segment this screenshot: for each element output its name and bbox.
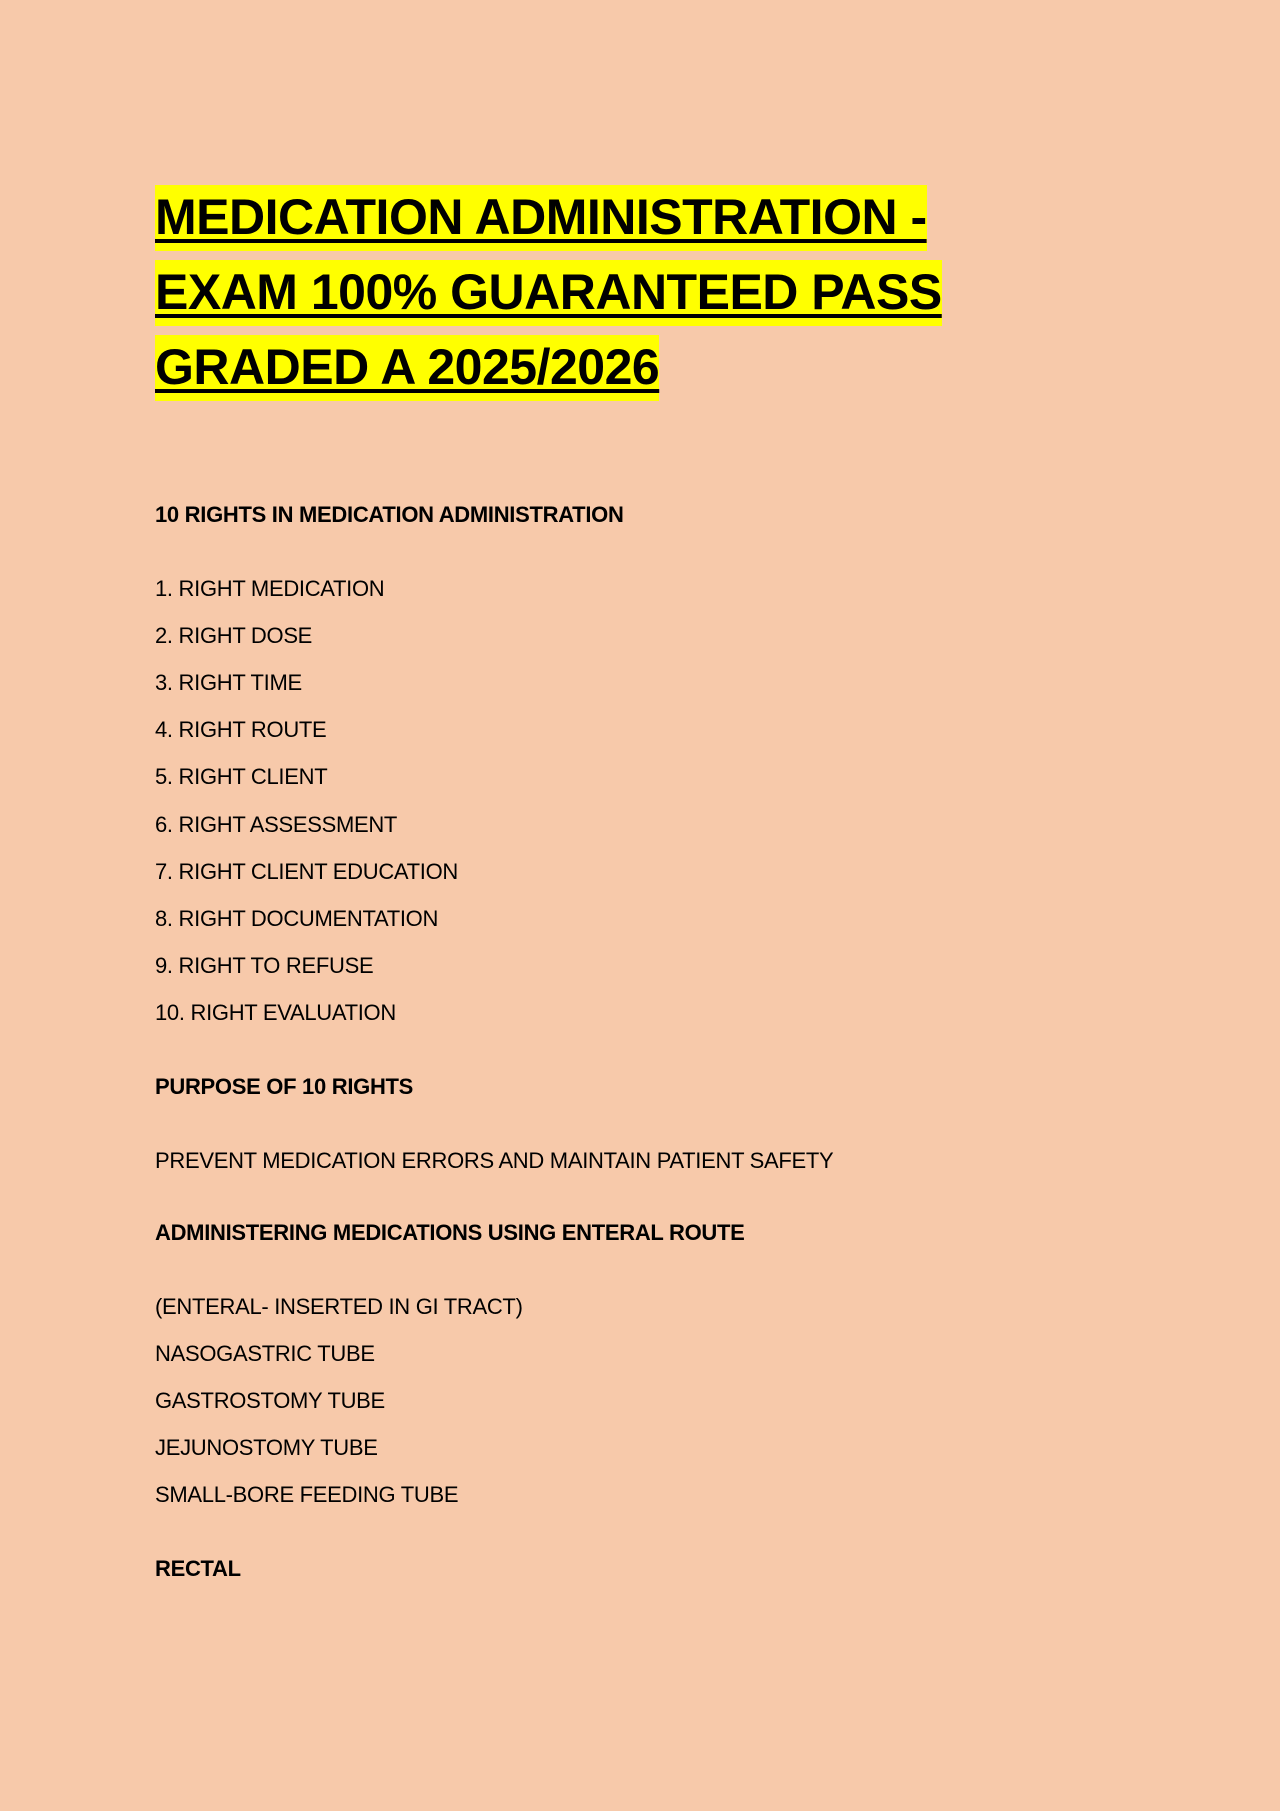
title-line-3: GRADED A 2025/2026 <box>155 330 1055 405</box>
rights-list-item: 3. RIGHT TIME <box>155 670 302 695</box>
rights-list-item: 1. RIGHT MEDICATION <box>155 576 385 601</box>
rights-list-item: 5. RIGHT CLIENT <box>155 764 328 789</box>
enteral-list-item: JEJUNOSTOMY TUBE <box>155 1435 378 1460</box>
rights-list-item: 8. RIGHT DOCUMENTATION <box>155 906 439 931</box>
enteral-list-item: NASOGASTRIC TUBE <box>155 1341 375 1366</box>
rights-heading: 10 RIGHTS IN MEDICATION ADMINISTRATION <box>155 502 624 527</box>
enteral-heading: ADMINISTERING MEDICATIONS USING ENTERAL ROUTE <box>155 1220 745 1245</box>
title-line-1: MEDICATION ADMINISTRATION - <box>155 180 1055 255</box>
rights-list-item: 9. RIGHT TO REFUSE <box>155 953 374 978</box>
rights-list-item: 2. RIGHT DOSE <box>155 623 313 648</box>
title-line-2: EXAM 100% GUARANTEED PASS <box>155 255 1055 330</box>
rights-list-item: 7. RIGHT CLIENT EDUCATION <box>155 859 458 884</box>
rights-list-item: 6. RIGHT ASSESSMENT <box>155 812 398 837</box>
document-title <box>155 180 1055 405</box>
purpose-text: PREVENT MEDICATION ERRORS AND MAINTAIN PATIENT SAFETY <box>155 1148 834 1173</box>
enteral-list-item: (ENTERAL- INSERTED IN GI TRACT) <box>155 1294 523 1319</box>
purpose-heading: PURPOSE OF 10 RIGHTS <box>155 1074 414 1099</box>
enteral-list-item: GASTROSTOMY TUBE <box>155 1388 385 1413</box>
rectal-heading: RECTAL <box>155 1556 241 1581</box>
rights-list-item: 10. RIGHT EVALUATION <box>155 1000 396 1025</box>
enteral-list-item: SMALL-BORE FEEDING TUBE <box>155 1482 459 1507</box>
rights-list-item: 4. RIGHT ROUTE <box>155 717 327 742</box>
